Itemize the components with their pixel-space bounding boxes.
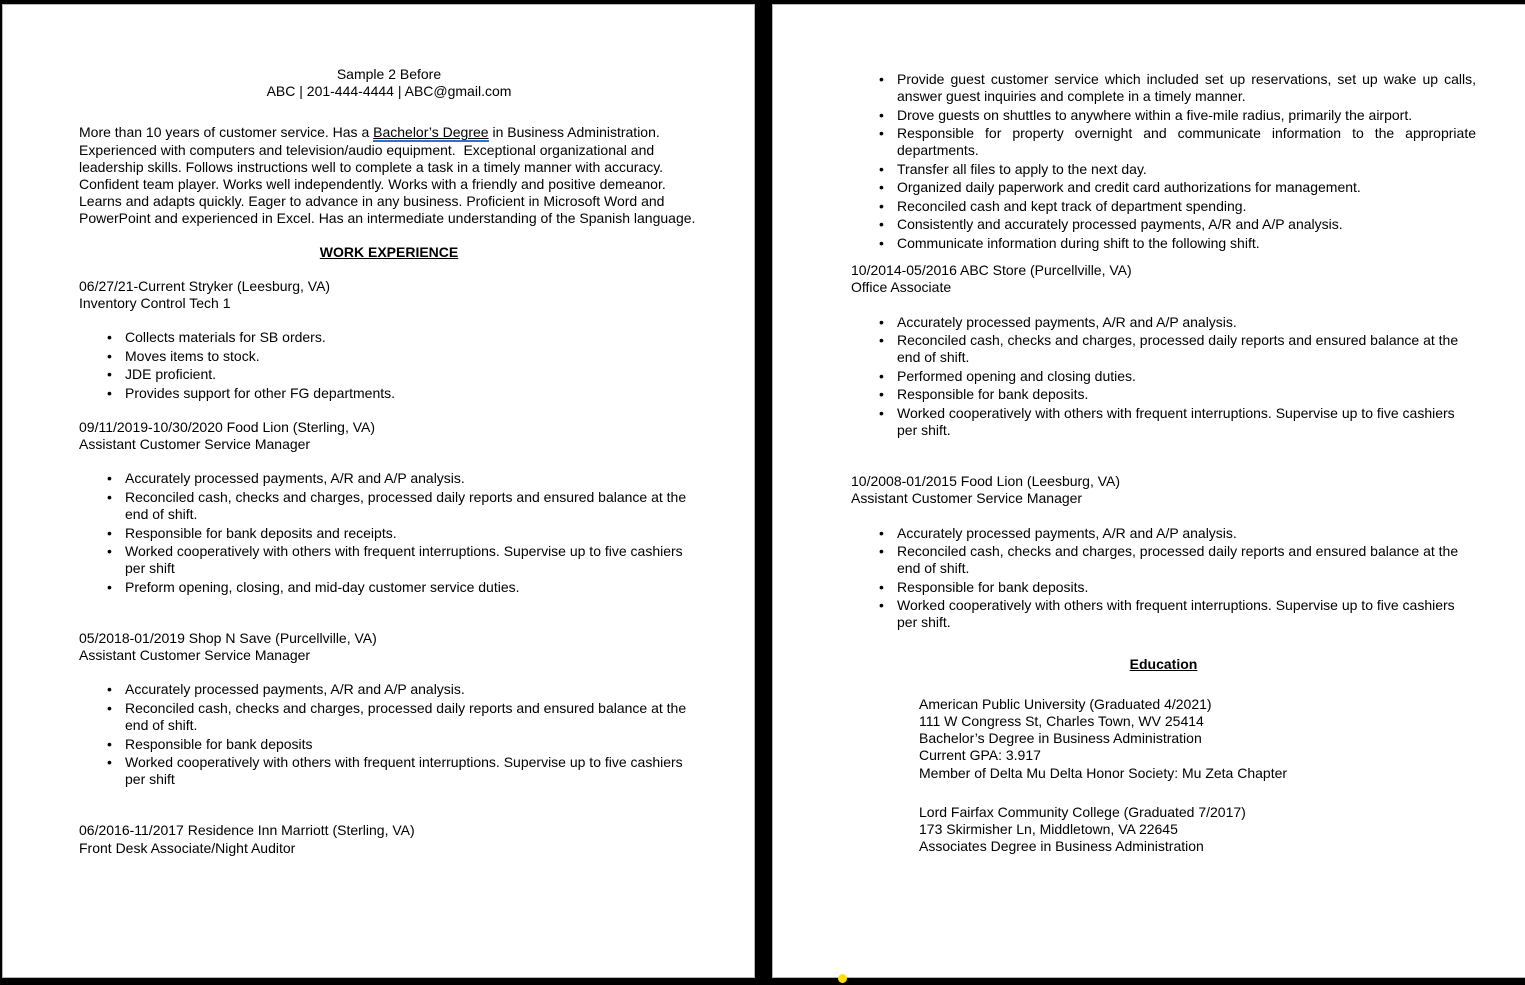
bullet-item: • JDE proficient.	[79, 366, 699, 383]
education-entry-lord-fairfax	[919, 804, 1476, 856]
education-line: American Public University (Graduated 4/2021)	[919, 695, 1212, 712]
bullet-item: • Accurately processed payments, A/R and A/P analysis.	[851, 525, 1476, 542]
bullet-item: • Performed opening and closing duties.	[851, 368, 1476, 385]
bullet-item: • Responsible for bank deposits.	[851, 386, 1476, 403]
job-bullet-list	[851, 314, 1476, 440]
bullet-item: • Communicate information during shift to the following shift.	[851, 235, 1476, 252]
job-bullet-list	[851, 525, 1476, 632]
summary-text-after: in Business Administration. Experienced with computers and television/audio equipment. Exceptional organizational and leadership skills. Follows instructions well to complete a task in a timely manner with accuracy. Confident team player. Works well independently. Works with a friendly and positive demeanor. Learns and adapts quickly. Eager to advance in any business. Proficient in Microsoft Word and PowerPoint and experienced in Excel. Has an intermediate understanding of the Spanish language.	[79, 124, 696, 227]
bullet-item: • Reconciled cash, checks and charges, processed daily reports and ensured balance at the end of shift.	[79, 489, 699, 523]
bullet-item: • Responsible for property overnight and communicate information to the appropriate departments.	[851, 125, 1476, 159]
bullet-item: • Provide guest customer service which included set up reservations, set up wake up calls, answer guest inquiries and complete in a timely manner.	[851, 71, 1476, 105]
education-line: Associates Degree in Business Administration	[919, 838, 1204, 855]
job-role: Assistant Customer Service Manager	[79, 647, 311, 664]
job-dates-company: 10/2014-05/2016 ABC Store (Purcellville, VA)	[851, 262, 1132, 279]
job-dates-company: 06/27/21-Current Stryker (Leesburg, VA)	[79, 277, 331, 294]
job-dates-company: 09/11/2019-10/30/2020 Food Lion (Sterling, VA)	[79, 418, 376, 435]
bullet-item: • Accurately processed payments, A/R and A/P analysis.	[79, 470, 699, 487]
page-1	[2, 4, 755, 978]
bullet-item: • Responsible for bank deposits.	[851, 579, 1476, 596]
job-entry-abc-store	[851, 262, 1476, 439]
education-entry-apu	[919, 696, 1476, 782]
job-bullet-list	[79, 470, 699, 596]
bullet-item: • Reconciled cash, checks and charges, processed daily reports and ensured balance at the end of shift.	[851, 332, 1476, 366]
page-1-content	[3, 5, 754, 857]
bullet-item: • Worked cooperatively with others with frequent interruptions. Supervise up to five cashiers per shift	[79, 543, 699, 577]
education-line: Current GPA: 3.917	[919, 747, 1041, 764]
cursor-dot	[838, 974, 847, 983]
work-experience-heading: WORK EXPERIENCE	[319, 243, 459, 260]
education-line: 173 Skirmisher Ln, Middletown, VA 22645	[919, 821, 1178, 838]
bullet-item: • Reconciled cash, checks and charges, processed daily reports and ensured balance at the end of shift.	[851, 543, 1476, 577]
job-role: Office Associate	[851, 279, 952, 296]
bullet-item: • Reconciled cash, checks and charges, processed daily reports and ensured balance at the end of shift.	[79, 700, 699, 734]
job-dates-company: 06/2016-11/2017 Residence Inn Marriott (Sterling, VA)	[79, 822, 415, 839]
contact-line: ABC | 201-444-4444 | ABC@gmail.com	[266, 83, 512, 100]
job-dates-company: 10/2008-01/2015 Food Lion (Leesburg, VA)	[851, 473, 1121, 490]
education-line: Lord Fairfax Community College (Graduated 7/2017)	[919, 803, 1246, 820]
bullet-item: • Accurately processed payments, A/R and A/P analysis.	[851, 314, 1476, 331]
bullet-item: • Reconciled cash and kept track of department spending.	[851, 198, 1476, 215]
continuation-bullet-list	[851, 71, 1476, 252]
bullet-item: • Provides support for other FG departments.	[79, 385, 699, 402]
bullet-item: • Organized daily paperwork and credit card authorizations for management.	[851, 179, 1476, 196]
job-role: Front Desk Associate/Night Auditor	[79, 839, 296, 856]
bullet-item: • Worked cooperatively with others with frequent interruptions. Supervise up to five cashiers per shift	[79, 754, 699, 788]
education-heading: Education	[1129, 655, 1198, 672]
job-entry-residence-inn	[79, 822, 699, 856]
bullet-item: • Worked cooperatively with others with frequent interruptions. Supervise up to five cashiers per shift.	[851, 405, 1476, 439]
education-line: 111 W Congress St, Charles Town, WV 25414	[919, 713, 1204, 730]
job-entry-food-lion-sterling	[79, 419, 699, 596]
bullet-item: • Drove guests on shuttles to anywhere within a five-mile radius, primarily the airport.	[851, 107, 1476, 124]
bullet-item: • Transfer all files to apply to the next day.	[851, 161, 1476, 178]
job-entry-stryker	[79, 278, 699, 402]
job-dates-company: 05/2018-01/2019 Shop N Save (Purcellville, VA)	[79, 629, 377, 646]
page-2-content	[773, 5, 1525, 855]
job-bullet-list	[79, 329, 699, 402]
document-title: Sample 2 Before	[336, 66, 442, 82]
bullet-item: • Collects materials for SB orders.	[79, 329, 699, 346]
job-role: Assistant Customer Service Manager	[79, 436, 311, 453]
job-entry-shop-n-save	[79, 630, 699, 789]
job-role: Assistant Customer Service Manager	[851, 490, 1083, 507]
bullet-item: • Accurately processed payments, A/R and A/P analysis.	[79, 681, 699, 698]
page-2	[772, 4, 1525, 978]
job-bullet-list	[79, 681, 699, 788]
bullet-item: • Moves items to stock.	[79, 348, 699, 365]
bullet-item: • Responsible for bank deposits	[79, 736, 699, 753]
bullet-item: • Consistently and accurately processed payments, A/R and A/P analysis.	[851, 216, 1476, 233]
education-line: Member of Delta Mu Delta Honor Society: Mu Zeta Chapter	[919, 764, 1288, 781]
bullet-item: • Responsible for bank deposits and receipts.	[79, 525, 699, 542]
job-entry-food-lion-leesburg	[851, 473, 1476, 632]
bullet-item: • Worked cooperatively with others with frequent interruptions. Supervise up to five cashiers per shift.	[851, 597, 1476, 631]
bullet-item: • Preform opening, closing, and mid-day customer service duties.	[79, 579, 699, 596]
summary-text-before: More than 10 years of customer service. Has a	[79, 124, 374, 141]
education-line: Bachelor’s Degree in Business Administration	[919, 730, 1202, 747]
summary-paragraph	[79, 124, 699, 227]
job-role: Inventory Control Tech 1	[79, 295, 231, 312]
bachelors-degree-link[interactable]: Bachelor’s Degree	[373, 124, 489, 141]
